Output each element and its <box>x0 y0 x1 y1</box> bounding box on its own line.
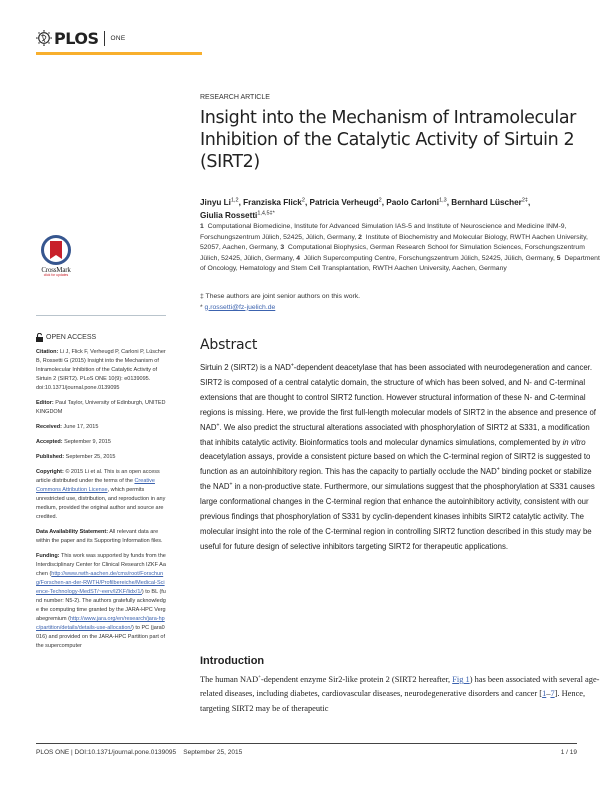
copyright: Copyright: © 2015 Li et al. This is an open access article distributed under the terms of the Creative Commons Attribution License, which permits unrestricted use, distribution, and reproduction in any medium, provided the original author and source are credited. <box>36 469 166 520</box>
funding-link-izkf[interactable]: http://www.rwth-aachen.de/cms/root/Forschung/Forschen-an-der-RWTH/Profilbereiche/Medical-Science-Technology-MedST/~eerv/IZKF/lidx/1/ <box>36 571 165 595</box>
author-notes: ‡ These authors are joint senior authors on this work. * g.rossetti@fz-juelich.de <box>200 292 600 313</box>
editor: Editor: Paul Taylor, University of Edinburgh, UNITED KINGDOM <box>36 400 166 415</box>
joint-author-note: ‡ These authors are joint senior authors on this work. <box>200 293 361 300</box>
page-number: 1 / 19 <box>560 749 577 756</box>
article-type-label: RESEARCH ARTICLE <box>200 94 270 101</box>
open-access-badge: OPEN ACCESS <box>36 333 166 342</box>
open-lock-icon <box>36 333 43 342</box>
citation: Citation: Li J, Flick F, Verheugd P, Carloni P, Lüscher B, Rossetti G (2015) Insight into the Mechanism of Intramolecular Inhibition of the Catalytic Activity of Sirtuin 2 (SIRT2). PLoS ONE 10(9): e0139095. doi:10.1371/journal.pone.0139095 <box>36 349 166 391</box>
article-title: Insight into the Mechanism of Intramolecular Inhibition of the Catalytic Activity of Sirtuin 2 (SIRT2) <box>200 108 576 172</box>
published-date: Published: September 25, 2015 <box>36 454 116 460</box>
sidebar-divider <box>36 315 166 316</box>
footer-citation: PLOS ONE | DOI:10.1371/journal.pone.0139095 September 25, 2015 <box>36 749 243 756</box>
plos-one-logo[interactable] <box>36 29 125 47</box>
logo-one-text: ONE <box>110 34 126 42</box>
author: Franziska Flick$^2$, <box>243 197 310 207</box>
crossmark-icon <box>41 235 71 265</box>
corresponding-email-link[interactable]: g.rossetti@fz-juelich.de <box>204 303 276 311</box>
reference-link-1[interactable]: 1 <box>542 689 547 699</box>
brand-bar <box>36 52 202 55</box>
received-date: Received: June 17, 2015 <box>36 424 99 430</box>
author-list <box>200 195 600 221</box>
figure-1-link[interactable]: Fig 1 <box>452 675 470 684</box>
accepted-date: Accepted: September 9, 2015 <box>36 439 111 445</box>
crossmark-button[interactable]: CrossMark click for updates <box>34 235 78 277</box>
funding: Funding: This work was supported by funds from the Interdisciplinary Center for Clinical Research IZKF Aachen (http://www.rwth-aachen.de/cms/root/Forschung/Forschen-an-der-RWTH/Profilbereiche/Medical-Science-Technology-MedST/~eerv/IZKF/lidx/1/) to BL (fund number: N5-2). The authors gratefully acknowledge the computing time granted by the JARA-HPC Vergabegremium (http://www.jara.org/en/research/jara-hpc/partition/details/details-use-allocation/) to PC (jara0016) and provided on the JARA-HPC Partition part of the supercomputer <box>36 553 166 649</box>
introduction-body: The human NAD+-dependent enzyme Sir2-like protein 2 (SIRT2 hereafter, Fig 1) has been associated with several age-related diseases, including diabetes, cardiovascular diseases, neurodegenerative disorders and cancer [1–7]. Hence, targeting SIRT2 may be of therapeutic <box>200 675 600 713</box>
affiliations: 1 Computational Biomedicine, Institute for Advanced Simulation IAS-5 and Institute of Neuroscience and Medicine INM-9, Forschungszentrum Jülich, 52425, Jülich, Germany, 2 Institute of Biochemistry and Molecular Biology, RWTH Aachen University, 52057, Aachen, Germany, 3 Computational Biophysics, German Research School for Simulation Sciences, Forschungszentrum Jülich, 52425, Jülich, Germany, 4 Jülich Supercomputing Centre, Forschungszentrum Jülich, 52425, Jülich, Germany, 5 Department of Oncology, Hematology and Stem Cell Transplantation, RWTH Aachen University, Aachen, Germany <box>200 223 600 272</box>
author: Giulia Rossetti$^{1,4,5\ddagger*}$ <box>200 210 275 220</box>
author: Patricia Verheugd$^2$, <box>309 197 387 207</box>
cc-license-link[interactable]: Creative Commons Attribution License <box>36 478 155 493</box>
globe-icon <box>36 30 52 46</box>
logo-divider <box>104 31 105 46</box>
article-info-sidebar <box>36 333 166 657</box>
author: Paolo Carloni$^{1,3}$, <box>386 197 452 207</box>
abstract-heading: Abstract <box>200 337 258 353</box>
introduction-heading: Introduction <box>200 655 265 667</box>
funding-link-jara[interactable]: http://www.jara.org/en/research/jara-hpc/partition/details/details-use-allocation/ <box>36 616 165 631</box>
reference-link-7[interactable]: 7 <box>550 689 555 699</box>
data-availability: Data Availability Statement: All relevant data are within the paper and its Supporting Information files. <box>36 529 163 544</box>
author: Bernhard Lüscher$^{2\ddagger}$, <box>451 197 531 207</box>
logo-plos-text: PLOS <box>54 28 99 48</box>
abstract-body: Sirtuin 2 (SIRT2) is a NAD+-dependent deacetylase that has been associated with neurodegeneration and cancer. SIRT2 is composed of a central catalytic domain, the structure of which has been solved, and N- and C-terminal extensions that are thought to control SIRT2 function. However structural information of these N- and C-terminal regions is missing. Here, we provide the first full-length molecular models of SIRT2 in the absence and presence of NAD+. We also predict the structural alterations associated with phosphorylation of SIRT2 at S331, a modification that inhibits catalytic activity. Bioinformatics tools and molecular dynamics simulations, complemented by in vitro deacetylation assays, provide a consistent picture based on which the C-terminal region of SIRT2 is suggested to function as an autoinhibitory region. This has the capacity to partially occlude the NAD+ binding pocket or stabilize the NAD+ in a non-productive state. Furthermore, our simulations suggest that the phosphorylation at S331 causes large conformational changes in the C-terminal region that enhance the autoinhibitory activity, consistent with our previous findings that phosphorylation of S331 by cyclin-dependent kinases inhibits SIRT2 catalytic activity. The molecular insight into the role of the C-terminal region in controlling SIRT2 function described in this study may be useful for future design of selective inhibitors targeting SIRT2 for therapeutic applications. <box>200 362 596 551</box>
author: Jinyu Li$^{1,2}$, <box>200 197 244 207</box>
footer-divider <box>36 743 577 744</box>
